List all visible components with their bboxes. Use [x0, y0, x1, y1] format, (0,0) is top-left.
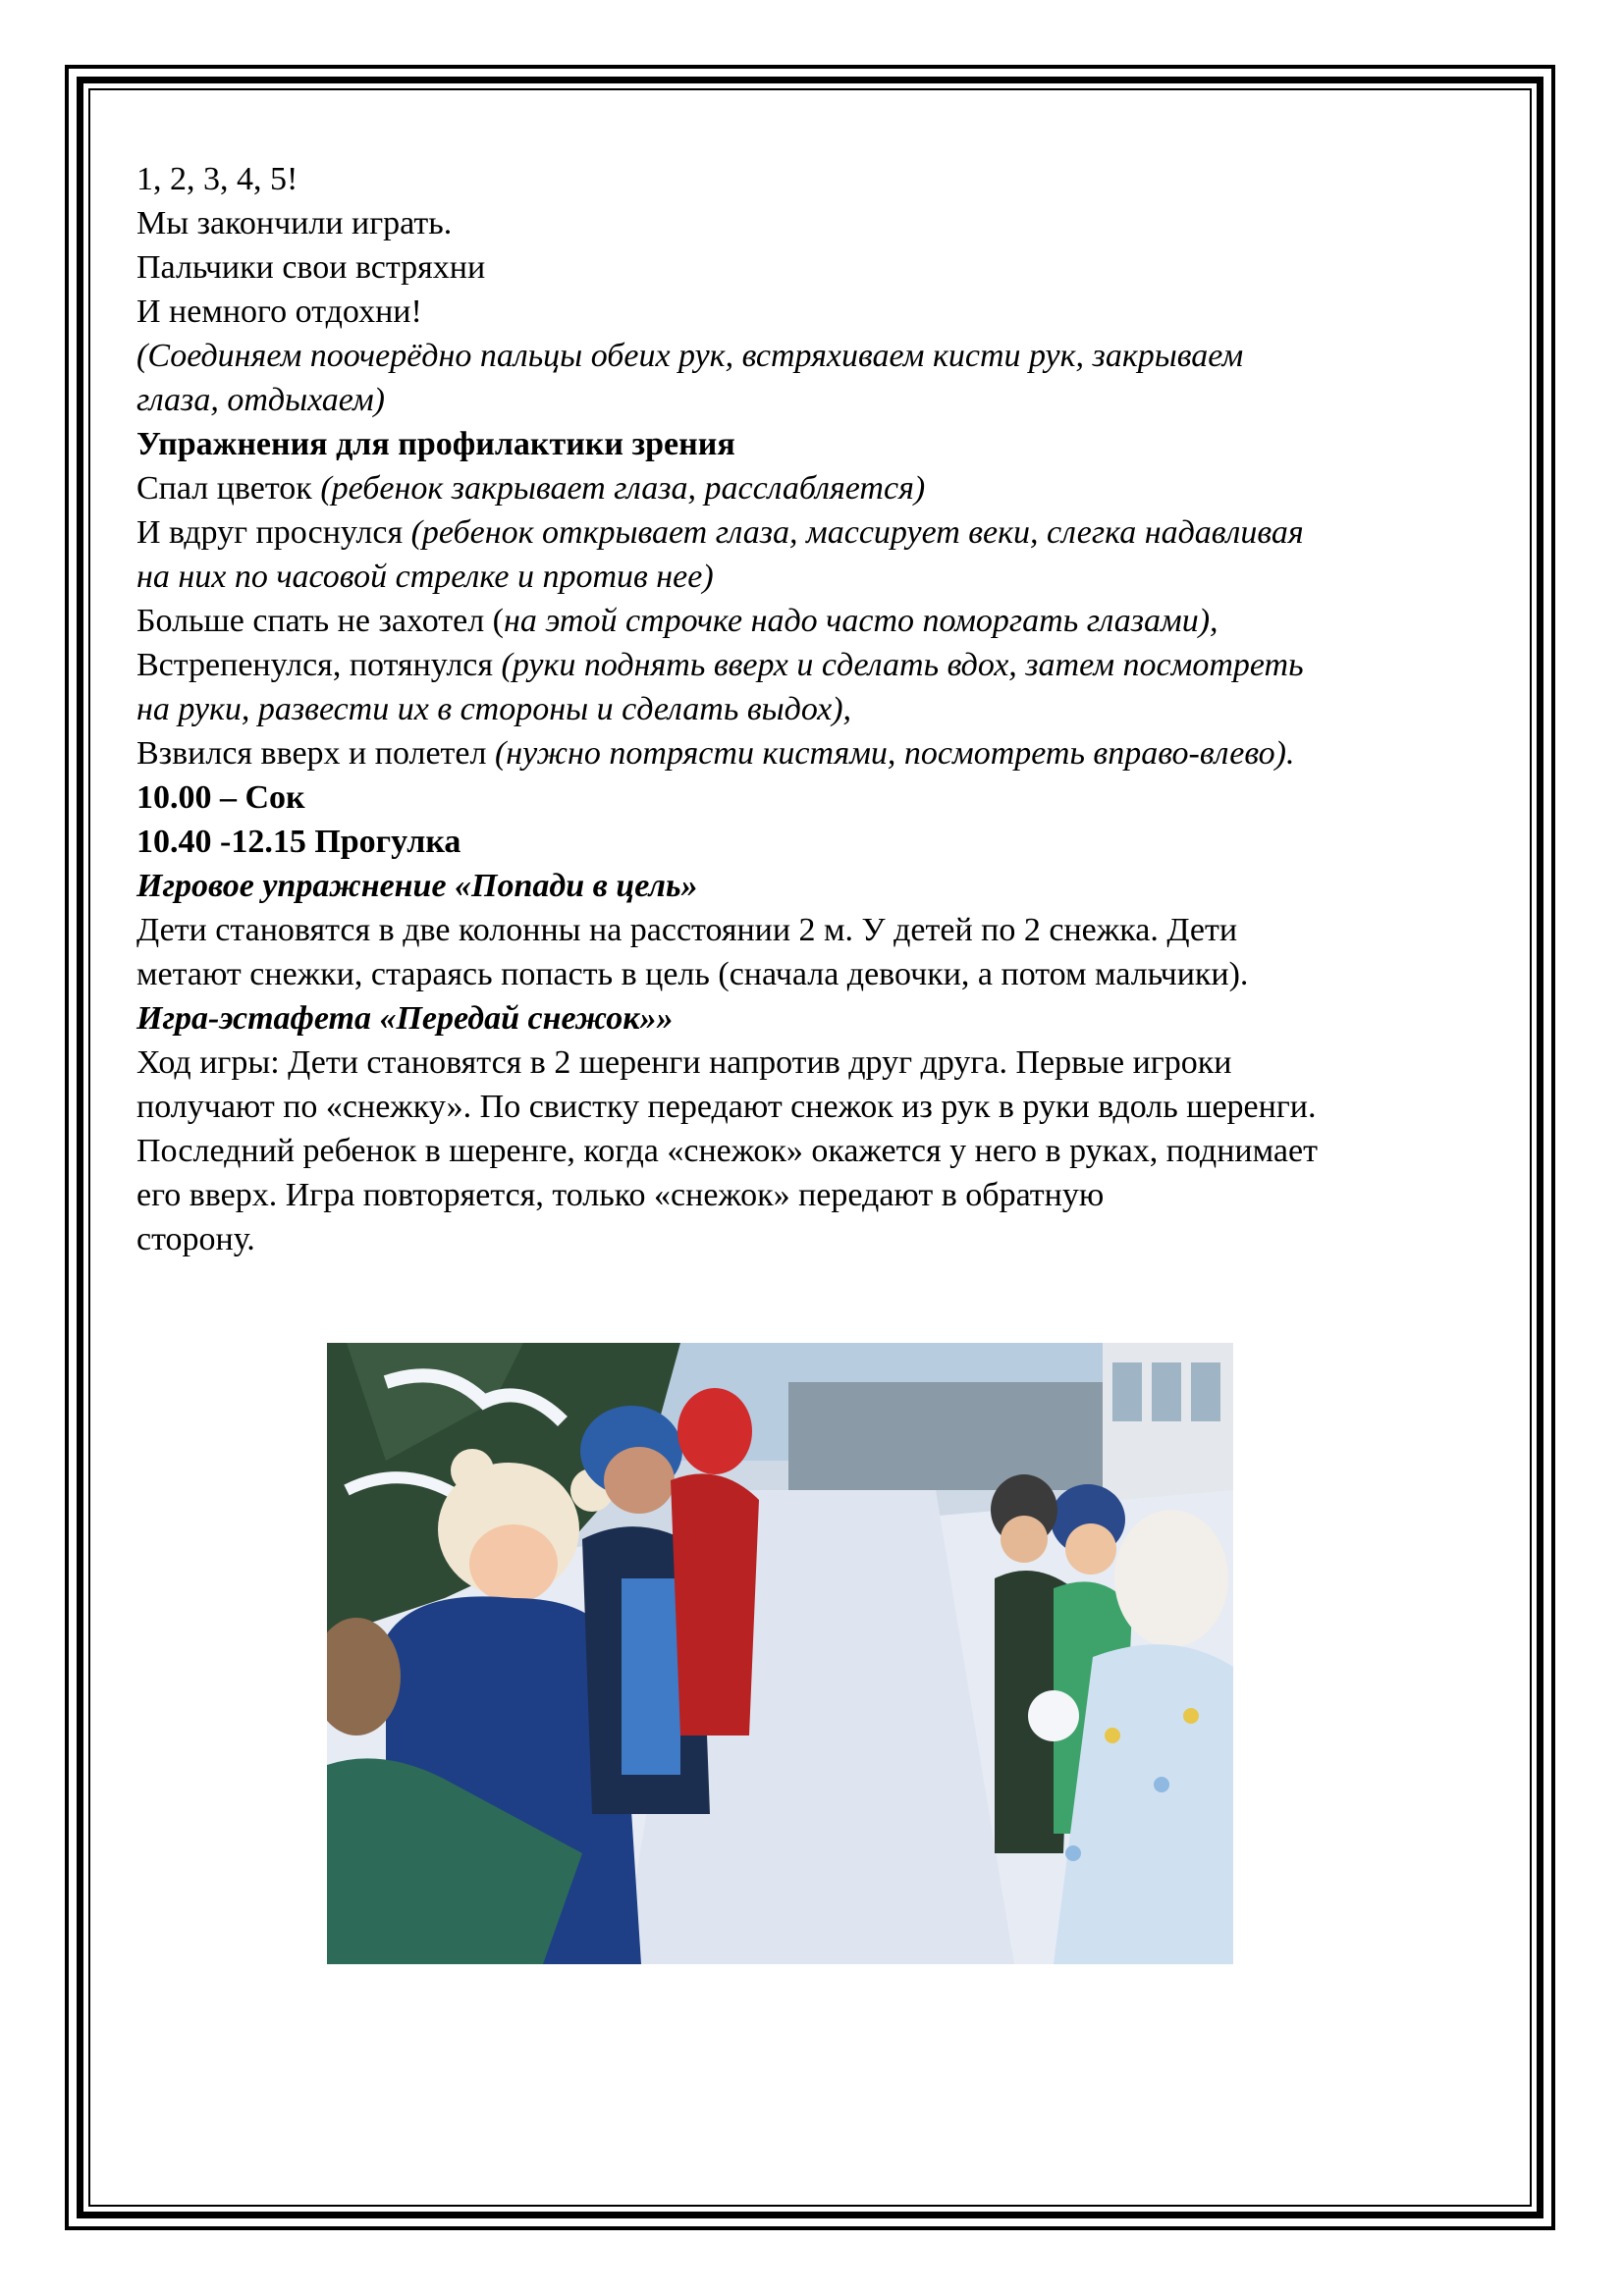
text-line [136, 731, 1511, 775]
text-line [136, 687, 1511, 731]
text-line [136, 908, 1511, 952]
text-run: 10.40 -12.15 Прогулка [136, 824, 461, 860]
text-run: сторону. [136, 1221, 255, 1257]
text-run: Последний ребенок в шеренге, когда «снежок» окажется у него в руках, поднимает [136, 1133, 1318, 1169]
text-line [136, 1129, 1511, 1173]
text-line [136, 599, 1511, 643]
text-line [136, 952, 1511, 996]
text-line [136, 510, 1511, 555]
text-run: глаза, отдыхаем) [136, 382, 386, 418]
text-line [136, 1085, 1511, 1129]
text-line [136, 1173, 1511, 1217]
text-line [136, 245, 1511, 290]
text-run: метают снежки, стараясь попасть в цель (сначала девочки, а потом мальчики). [136, 956, 1249, 992]
text-run: И немного отдохни! [136, 294, 422, 330]
text-line [136, 555, 1511, 599]
text-line [136, 201, 1511, 245]
text-line [136, 466, 1511, 510]
text-line [136, 378, 1511, 422]
text-run: Пальчики свои встряхни [136, 249, 486, 286]
text-run: (Соединяем поочерёдно пальцы обеих рук, встряхиваем кисти рук, закрываем [136, 338, 1244, 374]
text-run: Упражнения для профилактики зрения [136, 426, 735, 462]
text-run: Встрепенулся, потянулся [136, 647, 502, 683]
text-run: его вверх. Игра повторяется, только «снежок» передают в обратную [136, 1177, 1105, 1213]
text-run: Больше спать не захотел ( [136, 603, 504, 639]
text-line [136, 157, 1511, 201]
text-line [136, 1041, 1511, 1085]
text-run: Мы закончили играть. [136, 205, 453, 241]
document-text [136, 157, 1511, 1261]
text-run: Взвился вверх и полетел [136, 735, 495, 772]
text-line [136, 996, 1511, 1041]
text-line [136, 422, 1511, 466]
text-run: Ход игры: Дети становятся в 2 шеренги напротив друг друга. Первые игроки [136, 1044, 1232, 1081]
text-run: И вдруг проснулся [136, 514, 411, 551]
photo-children-snow-game [327, 1343, 1233, 1964]
text-run: Дети становятся в две колонны на расстоянии 2 м. У детей по 2 снежка. Дети [136, 912, 1238, 948]
text-line [136, 334, 1511, 378]
text-run: (нужно потрясти кистями, посмотреть вправо-влево). [494, 735, 1295, 772]
text-run: на руки, развести их в стороны и сделать выдох), [136, 691, 852, 727]
text-run: Игровое упражнение «Попади в цель» [136, 868, 698, 904]
text-run: (руки поднять вверх и сделать вдох, затем посмотреть [501, 647, 1304, 683]
text-line [136, 643, 1511, 687]
text-line [136, 1217, 1511, 1261]
text-run: получают по «снежку». По свистку передают снежок из рук в руки вдоль шеренги. [136, 1089, 1317, 1125]
text-run: (ребенок открывает глаза, массирует веки, слегка надавливая [410, 514, 1304, 551]
text-line [136, 775, 1511, 820]
text-line [136, 864, 1511, 908]
text-run: 1, 2, 3, 4, 5! [136, 161, 298, 197]
text-run: на этой строчке надо часто поморгать глазами), [503, 603, 1218, 639]
text-line [136, 290, 1511, 334]
text-run: Спал цветок [136, 470, 321, 507]
text-run: на них по часовой стрелке и против нее) [136, 559, 714, 595]
text-line [136, 820, 1511, 864]
text-run: (ребенок закрывает глаза, расслабляется) [320, 470, 926, 507]
text-run: Игра-эстафета «Передай снежок»» [136, 1000, 674, 1037]
text-run: 10.00 – Сок [136, 779, 305, 816]
